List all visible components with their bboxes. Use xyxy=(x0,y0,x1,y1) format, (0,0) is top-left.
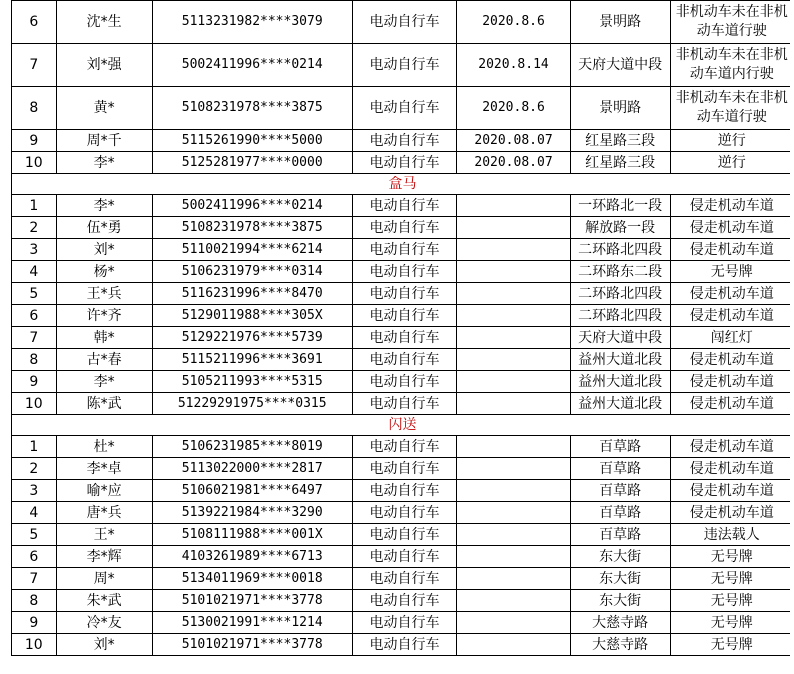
table-row xyxy=(12,261,794,283)
id-number-cell: 5113231982****3079 xyxy=(152,1,352,44)
table-row xyxy=(12,480,794,502)
row-number-cell: 10 xyxy=(12,634,57,656)
id-number-cell: 5130021991****1214 xyxy=(152,612,352,634)
vehicle-type-cell: 电动自行车 xyxy=(352,524,456,546)
name-cell: 刘*强 xyxy=(56,44,152,87)
table-row xyxy=(12,502,794,524)
violation-cell: 侵走机动车道 xyxy=(670,458,793,480)
violation-cell: 非机动车未在非机动车道行驶 xyxy=(670,1,793,44)
vehicle-type-cell: 电动自行车 xyxy=(352,371,456,393)
location-cell: 百草路 xyxy=(570,524,670,546)
table-row xyxy=(12,195,794,217)
vehicle-type-cell: 电动自行车 xyxy=(352,480,456,502)
id-number-cell: 5115211996****3691 xyxy=(152,349,352,371)
location-cell: 益州大道北段 xyxy=(570,393,670,415)
violation-cell: 无号牌 xyxy=(670,261,793,283)
table-row xyxy=(12,546,794,568)
vehicle-type-cell: 电动自行车 xyxy=(352,349,456,371)
date-cell xyxy=(457,283,570,305)
right-margin xyxy=(790,0,794,674)
vehicle-type-cell: 电动自行车 xyxy=(352,305,456,327)
table-row xyxy=(12,349,794,371)
table-row xyxy=(12,130,794,152)
date-cell xyxy=(457,371,570,393)
date-cell: 2020.8.6 xyxy=(457,87,570,130)
table-row xyxy=(12,371,794,393)
violation-cell: 无号牌 xyxy=(670,612,793,634)
row-number-cell: 3 xyxy=(12,480,57,502)
location-cell: 一环路北一段 xyxy=(570,195,670,217)
date-cell: 2020.08.07 xyxy=(457,152,570,174)
vehicle-type-cell: 电动自行车 xyxy=(352,568,456,590)
row-number-cell: 2 xyxy=(12,458,57,480)
violation-cell: 闯红灯 xyxy=(670,327,793,349)
date-cell xyxy=(457,349,570,371)
row-number-cell: 2 xyxy=(12,217,57,239)
id-number-cell: 5110021994****6214 xyxy=(152,239,352,261)
table-row xyxy=(12,44,794,87)
violation-cell: 侵走机动车道 xyxy=(670,349,793,371)
row-number-cell: 9 xyxy=(12,612,57,634)
violation-cell: 非机动车未在非机动车道内行驶 xyxy=(670,44,793,87)
name-cell: 刘* xyxy=(56,239,152,261)
id-number-cell: 5129221976****5739 xyxy=(152,327,352,349)
id-number-cell: 5105211993****5315 xyxy=(152,371,352,393)
row-number-cell: 10 xyxy=(12,393,57,415)
table-row xyxy=(12,217,794,239)
row-number-cell: 7 xyxy=(12,327,57,349)
location-cell: 东大街 xyxy=(570,590,670,612)
location-cell: 百草路 xyxy=(570,502,670,524)
date-cell xyxy=(457,436,570,458)
violation-cell: 侵走机动车道 xyxy=(670,217,793,239)
table-row xyxy=(12,612,794,634)
table-row xyxy=(12,239,794,261)
id-number-cell: 5106231985****8019 xyxy=(152,436,352,458)
violation-cell: 侵走机动车道 xyxy=(670,480,793,502)
location-cell: 景明路 xyxy=(570,1,670,44)
location-cell: 二环路北四段 xyxy=(570,305,670,327)
row-number-cell: 8 xyxy=(12,590,57,612)
row-number-cell: 9 xyxy=(12,130,57,152)
location-cell: 二环路北四段 xyxy=(570,283,670,305)
date-cell xyxy=(457,261,570,283)
violation-cell: 非机动车未在非机动车道行驶 xyxy=(670,87,793,130)
name-cell: 杜* xyxy=(56,436,152,458)
name-cell: 李*辉 xyxy=(56,546,152,568)
table-row xyxy=(12,305,794,327)
table-row xyxy=(12,1,794,44)
location-cell: 东大街 xyxy=(570,568,670,590)
vehicle-type-cell: 电动自行车 xyxy=(352,130,456,152)
location-cell: 天府大道中段 xyxy=(570,327,670,349)
id-number-cell: 5108111988****001X xyxy=(152,524,352,546)
vehicle-type-cell: 电动自行车 xyxy=(352,217,456,239)
row-number-cell: 10 xyxy=(12,152,57,174)
vehicle-type-cell: 电动自行车 xyxy=(352,502,456,524)
vehicle-type-cell: 电动自行车 xyxy=(352,546,456,568)
vehicle-type-cell: 电动自行车 xyxy=(352,87,456,130)
id-number-cell: 51229291975****0315 xyxy=(152,393,352,415)
id-number-cell: 5106021981****6497 xyxy=(152,480,352,502)
section-header-hema xyxy=(12,174,794,195)
name-cell: 许*齐 xyxy=(56,305,152,327)
id-number-cell: 5108231978****3875 xyxy=(152,217,352,239)
location-cell: 景明路 xyxy=(570,87,670,130)
table-row xyxy=(12,458,794,480)
location-cell: 百草路 xyxy=(570,458,670,480)
id-number-cell: 5002411996****0214 xyxy=(152,195,352,217)
id-number-cell: 5113022000****2817 xyxy=(152,458,352,480)
row-number-cell: 8 xyxy=(12,87,57,130)
name-cell: 李* xyxy=(56,195,152,217)
vehicle-type-cell: 电动自行车 xyxy=(352,590,456,612)
violation-cell: 侵走机动车道 xyxy=(670,393,793,415)
date-cell xyxy=(457,546,570,568)
id-number-cell: 5125281977****0000 xyxy=(152,152,352,174)
row-number-cell: 1 xyxy=(12,436,57,458)
violation-table xyxy=(11,0,794,656)
date-cell xyxy=(457,612,570,634)
id-number-cell: 4103261989****6713 xyxy=(152,546,352,568)
id-number-cell: 5139221984****3290 xyxy=(152,502,352,524)
location-cell: 大慈寺路 xyxy=(570,612,670,634)
section-title: 闪送 xyxy=(12,415,794,436)
name-cell: 韩* xyxy=(56,327,152,349)
name-cell: 李* xyxy=(56,152,152,174)
vehicle-type-cell: 电动自行车 xyxy=(352,458,456,480)
row-number-cell: 6 xyxy=(12,546,57,568)
date-cell xyxy=(457,502,570,524)
name-cell: 王* xyxy=(56,524,152,546)
id-number-cell: 5129011988****305X xyxy=(152,305,352,327)
date-cell xyxy=(457,524,570,546)
id-number-cell: 5115261990****5000 xyxy=(152,130,352,152)
date-cell xyxy=(457,393,570,415)
vehicle-type-cell: 电动自行车 xyxy=(352,195,456,217)
date-cell xyxy=(457,195,570,217)
violation-cell: 无号牌 xyxy=(670,546,793,568)
table-row xyxy=(12,590,794,612)
row-number-cell: 7 xyxy=(12,44,57,87)
id-number-cell: 5106231979****0314 xyxy=(152,261,352,283)
vehicle-type-cell: 电动自行车 xyxy=(352,152,456,174)
vehicle-type-cell: 电动自行车 xyxy=(352,261,456,283)
row-number-cell: 6 xyxy=(12,1,57,44)
date-cell: 2020.8.14 xyxy=(457,44,570,87)
name-cell: 王*兵 xyxy=(56,283,152,305)
date-cell xyxy=(457,217,570,239)
table-row xyxy=(12,87,794,130)
id-number-cell: 5101021971****3778 xyxy=(152,590,352,612)
location-cell: 大慈寺路 xyxy=(570,634,670,656)
row-number-cell: 8 xyxy=(12,349,57,371)
date-cell xyxy=(457,480,570,502)
row-number-cell: 5 xyxy=(12,524,57,546)
violation-cell: 逆行 xyxy=(670,130,793,152)
name-cell: 周*千 xyxy=(56,130,152,152)
date-cell: 2020.8.6 xyxy=(457,1,570,44)
section-header-shansong xyxy=(12,415,794,436)
vehicle-type-cell: 电动自行车 xyxy=(352,239,456,261)
name-cell: 陈*武 xyxy=(56,393,152,415)
vehicle-type-cell: 电动自行车 xyxy=(352,283,456,305)
violation-cell: 无号牌 xyxy=(670,634,793,656)
id-number-cell: 5101021971****3778 xyxy=(152,634,352,656)
location-cell: 二环路北四段 xyxy=(570,239,670,261)
table-row xyxy=(12,327,794,349)
vehicle-type-cell: 电动自行车 xyxy=(352,612,456,634)
name-cell: 古*春 xyxy=(56,349,152,371)
violation-cell: 侵走机动车道 xyxy=(670,305,793,327)
violation-cell: 侵走机动车道 xyxy=(670,239,793,261)
name-cell: 周* xyxy=(56,568,152,590)
row-number-cell: 6 xyxy=(12,305,57,327)
name-cell: 沈*生 xyxy=(56,1,152,44)
row-number-cell: 4 xyxy=(12,261,57,283)
location-cell: 东大街 xyxy=(570,546,670,568)
table-row xyxy=(12,283,794,305)
row-number-cell: 7 xyxy=(12,568,57,590)
id-number-cell: 5116231996****8470 xyxy=(152,283,352,305)
location-cell: 解放路一段 xyxy=(570,217,670,239)
location-cell: 益州大道北段 xyxy=(570,349,670,371)
date-cell: 2020.08.07 xyxy=(457,130,570,152)
date-cell xyxy=(457,590,570,612)
table-row xyxy=(12,568,794,590)
row-number-cell: 4 xyxy=(12,502,57,524)
name-cell: 唐*兵 xyxy=(56,502,152,524)
table-row xyxy=(12,634,794,656)
name-cell: 朱*武 xyxy=(56,590,152,612)
name-cell: 李* xyxy=(56,371,152,393)
table-row xyxy=(12,393,794,415)
vehicle-type-cell: 电动自行车 xyxy=(352,436,456,458)
violation-cell: 无号牌 xyxy=(670,590,793,612)
violation-cell: 违法载人 xyxy=(670,524,793,546)
row-number-cell: 9 xyxy=(12,371,57,393)
name-cell: 喻*应 xyxy=(56,480,152,502)
location-cell: 二环路东二段 xyxy=(570,261,670,283)
id-number-cell: 5108231978****3875 xyxy=(152,87,352,130)
violation-cell: 侵走机动车道 xyxy=(670,371,793,393)
violation-cell: 逆行 xyxy=(670,152,793,174)
date-cell xyxy=(457,568,570,590)
location-cell: 红星路三段 xyxy=(570,152,670,174)
id-number-cell: 5134011969****0018 xyxy=(152,568,352,590)
vehicle-type-cell: 电动自行车 xyxy=(352,44,456,87)
location-cell: 天府大道中段 xyxy=(570,44,670,87)
table-row xyxy=(12,152,794,174)
row-number-cell: 5 xyxy=(12,283,57,305)
name-cell: 刘* xyxy=(56,634,152,656)
id-number-cell: 5002411996****0214 xyxy=(152,44,352,87)
vehicle-type-cell: 电动自行车 xyxy=(352,1,456,44)
date-cell xyxy=(457,305,570,327)
vehicle-type-cell: 电动自行车 xyxy=(352,634,456,656)
table-row xyxy=(12,524,794,546)
vehicle-type-cell: 电动自行车 xyxy=(352,393,456,415)
name-cell: 冷*友 xyxy=(56,612,152,634)
name-cell: 杨* xyxy=(56,261,152,283)
date-cell xyxy=(457,458,570,480)
row-number-cell: 3 xyxy=(12,239,57,261)
violation-cell: 侵走机动车道 xyxy=(670,283,793,305)
violation-cell: 无号牌 xyxy=(670,568,793,590)
location-cell: 百草路 xyxy=(570,436,670,458)
violation-cell: 侵走机动车道 xyxy=(670,195,793,217)
vehicle-type-cell: 电动自行车 xyxy=(352,327,456,349)
location-cell: 百草路 xyxy=(570,480,670,502)
violation-cell: 侵走机动车道 xyxy=(670,436,793,458)
violation-cell: 侵走机动车道 xyxy=(670,502,793,524)
date-cell xyxy=(457,239,570,261)
name-cell: 黄* xyxy=(56,87,152,130)
date-cell xyxy=(457,634,570,656)
date-cell xyxy=(457,327,570,349)
table-body xyxy=(12,1,794,656)
location-cell: 红星路三段 xyxy=(570,130,670,152)
name-cell: 李*卓 xyxy=(56,458,152,480)
table-row xyxy=(12,436,794,458)
row-number-cell: 1 xyxy=(12,195,57,217)
section-title: 盒马 xyxy=(12,174,794,195)
location-cell: 益州大道北段 xyxy=(570,371,670,393)
name-cell: 伍*勇 xyxy=(56,217,152,239)
